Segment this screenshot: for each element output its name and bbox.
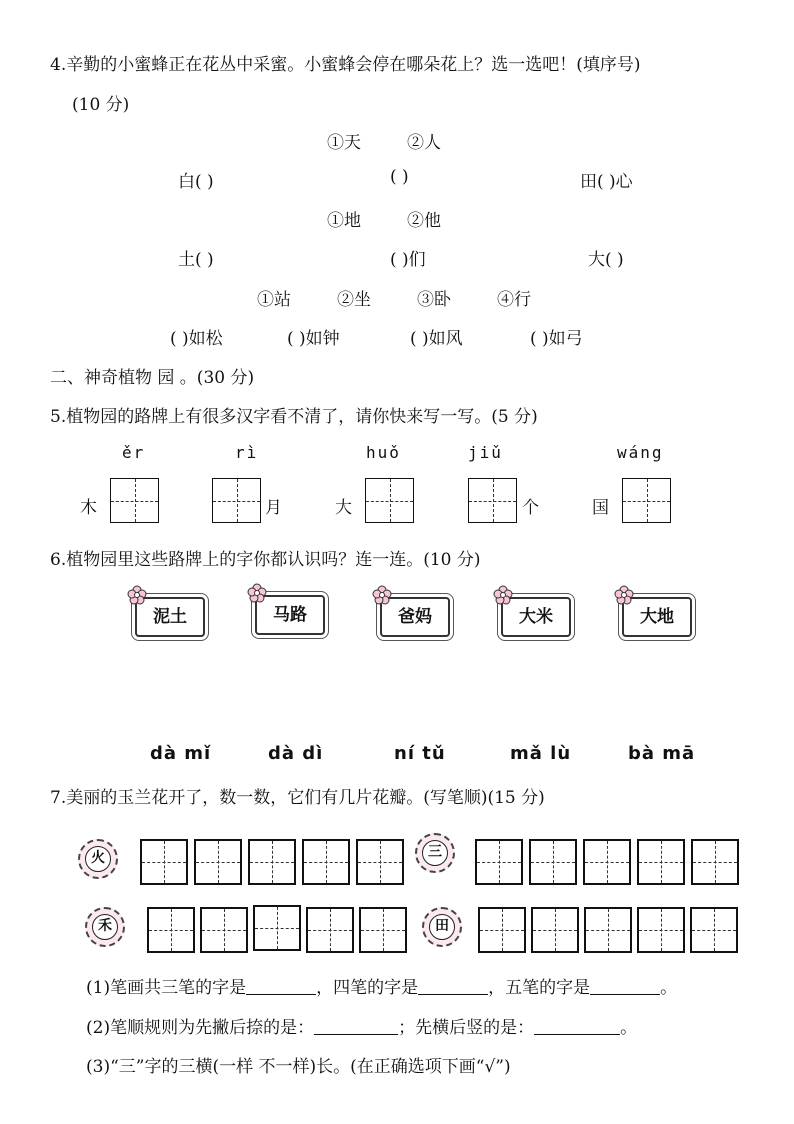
pinyin-option[interactable]: bà mā xyxy=(628,743,696,764)
stroke-box[interactable] xyxy=(194,839,242,885)
pinyin-option[interactable]: ní tǔ xyxy=(394,743,446,764)
blank-item[interactable]: 大( ) xyxy=(588,250,624,270)
blank-item[interactable]: ( )如弓 xyxy=(530,329,583,349)
answer-blank[interactable] xyxy=(590,977,660,995)
blank-item[interactable]: ( )们 xyxy=(390,250,426,270)
flower-icon xyxy=(493,585,513,605)
pinyin-option[interactable]: mǎ lù xyxy=(510,743,572,764)
stroke-box[interactable] xyxy=(147,907,195,953)
sub-text: 。 xyxy=(620,1018,638,1038)
badge-char: 火 xyxy=(85,846,111,872)
pinyin: rì xyxy=(235,443,259,462)
char-badge xyxy=(76,837,120,881)
badge-char: 三 xyxy=(422,840,448,866)
blank-item[interactable]: 土( ) xyxy=(178,250,214,270)
writing-box[interactable] xyxy=(622,478,671,523)
suffix-char: 月 xyxy=(265,498,282,518)
prefix-char: 大 xyxy=(335,498,352,518)
road-sign[interactable] xyxy=(622,597,692,637)
q4-title: 4.辛勤的小蜜蜂正在花丛中采蜜。小蜜蜂会停在哪朵花上？选一选吧！(填序号) xyxy=(50,55,641,75)
pinyin: jiǔ xyxy=(468,443,503,462)
stroke-box[interactable] xyxy=(637,839,685,885)
char-badge xyxy=(83,905,127,949)
stroke-box[interactable] xyxy=(306,907,354,953)
option: ①天 xyxy=(327,133,361,153)
option: ②人 xyxy=(407,133,441,153)
sub-text: ，四笔的字是 xyxy=(316,978,419,998)
stroke-box[interactable] xyxy=(253,905,301,951)
q7-sub2 xyxy=(86,1013,637,1038)
stroke-box[interactable] xyxy=(359,907,407,953)
answer-blank[interactable] xyxy=(534,1017,620,1035)
pinyin: huǒ xyxy=(366,443,401,462)
stroke-box[interactable] xyxy=(475,839,523,885)
blank-item[interactable]: ( )如钟 xyxy=(287,329,340,349)
stroke-box[interactable] xyxy=(531,907,579,953)
option: ①地 xyxy=(327,211,361,231)
writing-box[interactable] xyxy=(110,478,159,523)
flower-icon xyxy=(247,583,267,603)
sub-text: (1)笔画共三笔的字是 xyxy=(86,978,247,998)
sub-text: ，五笔的字是 xyxy=(488,978,591,998)
sign-text: 大米 xyxy=(519,607,553,627)
badge-char: 禾 xyxy=(92,914,118,940)
flower-icon xyxy=(372,585,392,605)
pinyin: wáng xyxy=(617,443,664,462)
stroke-box[interactable] xyxy=(200,907,248,953)
writing-box[interactable] xyxy=(212,478,261,523)
answer-blank[interactable] xyxy=(418,977,488,995)
option: ④行 xyxy=(497,290,531,310)
suffix-char: 个 xyxy=(522,498,539,518)
blank-item[interactable]: 白( ) xyxy=(178,172,214,192)
blank-item[interactable]: ( )如风 xyxy=(410,329,463,349)
option: ③卧 xyxy=(417,290,451,310)
char-badge xyxy=(420,905,464,949)
pinyin-option[interactable]: dà dì xyxy=(268,743,324,764)
option: ②坐 xyxy=(337,290,371,310)
writing-box[interactable] xyxy=(468,478,517,523)
pinyin-option[interactable]: dà mǐ xyxy=(150,743,212,764)
flower-icon xyxy=(127,585,147,605)
sign-text: 爸妈 xyxy=(398,607,432,627)
stroke-box[interactable] xyxy=(356,839,404,885)
sign-text: 泥土 xyxy=(153,607,187,627)
stroke-box[interactable] xyxy=(529,839,577,885)
section-title: 二、神奇植物 园 。(30 分) xyxy=(50,368,255,388)
blank-item[interactable]: ( )如松 xyxy=(170,329,223,349)
prefix-char: 国 xyxy=(592,498,609,518)
option: ②他 xyxy=(407,211,441,231)
answer-blank[interactable] xyxy=(246,977,316,995)
sign-text: 马路 xyxy=(273,605,307,625)
stroke-box[interactable] xyxy=(140,839,188,885)
stroke-box[interactable] xyxy=(478,907,526,953)
q6-title: 6.植物园里这些路牌上的字你都认识吗？连一连。(10 分) xyxy=(50,550,481,570)
sub-text: ；先横后竖的是： xyxy=(398,1018,535,1038)
stroke-box[interactable] xyxy=(637,907,685,953)
blank-item[interactable]: ( ) xyxy=(390,167,409,187)
blank-item[interactable]: 田( )心 xyxy=(580,172,633,192)
pinyin: ěr xyxy=(122,443,146,462)
sign-text: 大地 xyxy=(640,607,674,627)
badge-char: 田 xyxy=(429,914,455,940)
stroke-box[interactable] xyxy=(691,839,739,885)
option: ①站 xyxy=(257,290,291,310)
q5-title: 5.植物园的路牌上有很多汉字看不清了，请你快来写一写。(5 分) xyxy=(50,407,538,427)
writing-box[interactable] xyxy=(365,478,414,523)
road-sign[interactable] xyxy=(380,597,450,637)
stroke-box[interactable] xyxy=(302,839,350,885)
q7-sub1 xyxy=(86,973,677,998)
answer-blank[interactable] xyxy=(314,1017,398,1035)
sub-text: 。 xyxy=(660,978,678,998)
stroke-box[interactable] xyxy=(584,907,632,953)
q7-sub3: (3)“三”字的三横(一样 不一样)长。(在正确选项下画“√”) xyxy=(86,1057,511,1077)
road-sign[interactable] xyxy=(135,597,205,637)
q4-score: (10 分) xyxy=(72,95,130,115)
stroke-box[interactable] xyxy=(583,839,631,885)
stroke-box[interactable] xyxy=(690,907,738,953)
stroke-box[interactable] xyxy=(248,839,296,885)
prefix-char: 木 xyxy=(80,498,97,518)
road-sign[interactable] xyxy=(501,597,571,637)
road-sign[interactable] xyxy=(255,595,325,635)
q7-title: 7.美丽的玉兰花开了，数一数，它们有几片花瓣。(写笔顺)(15 分) xyxy=(50,788,545,808)
char-badge xyxy=(413,831,457,875)
flower-icon xyxy=(614,585,634,605)
sub-text: (2)笔顺规则为先撇后捺的是： xyxy=(86,1018,315,1038)
